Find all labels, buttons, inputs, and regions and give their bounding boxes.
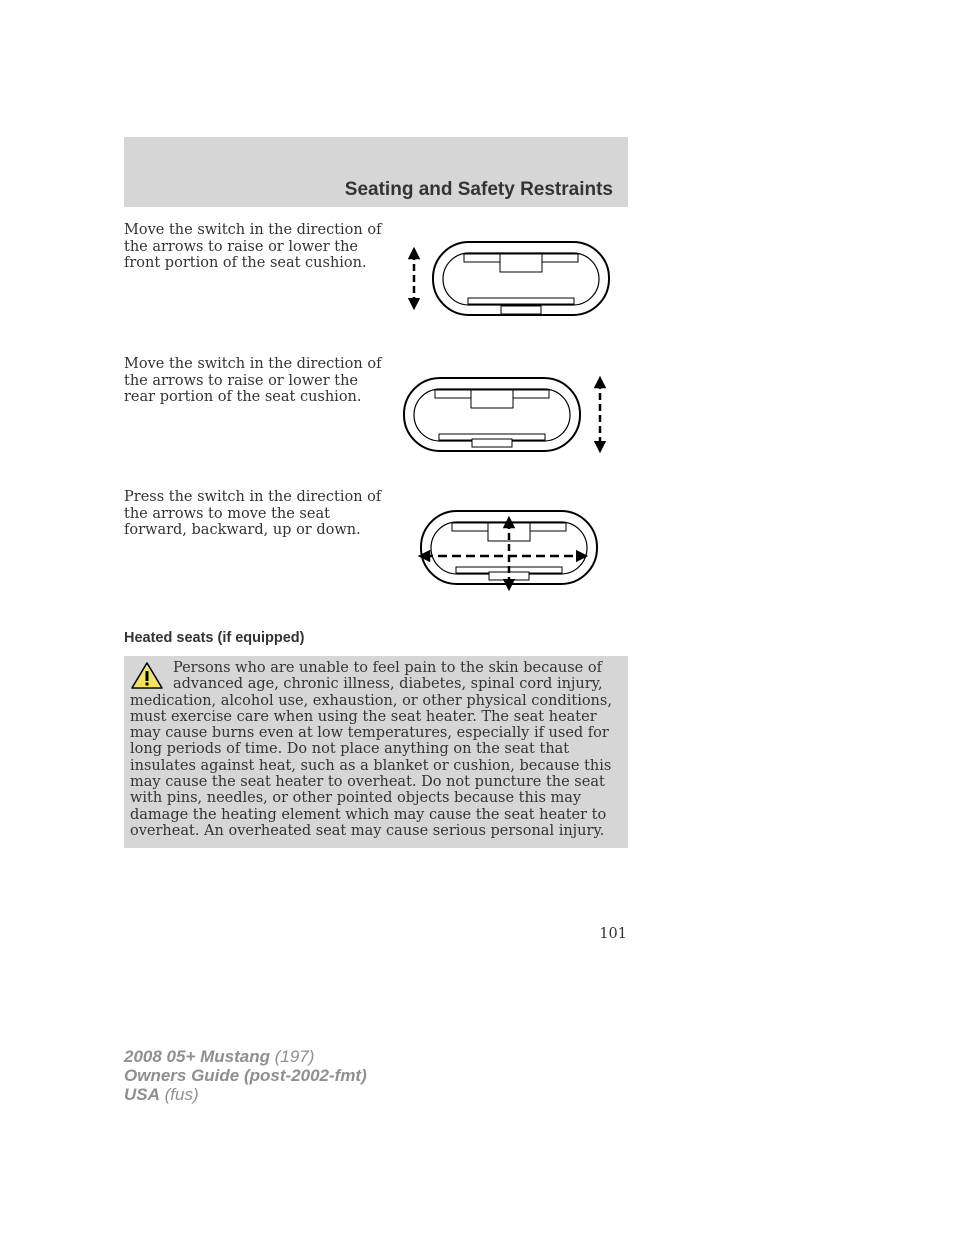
footer-model-code: (197) [270, 1047, 315, 1066]
front-tilt-instruction: Move the switch in the direction of the arrows to raise or lower the front portion of the seat cushion. [124, 222, 382, 272]
document-footer [124, 1047, 367, 1104]
rear-tilt-instruction: Move the switch in the direction of the arrows to raise or lower the rear portion of the seat cushion. [124, 356, 382, 406]
seat-switch-front-tilt-figure [400, 236, 615, 320]
warning-text: Persons who are unable to feel pain to the skin because of advanced age, chronic illness, diabetes, spinal cord injury, medication, alcohol use, exhaustion, or other physical conditions, must exercise care when using the seat heater. The seat heater may cause burns even at low temperatures, especially if used for long periods of time. Do not place anything on the seat that insulates against heat, such as a blanket or cushion, because this may cause the seat heater to overheat. Do not puncture the seat with pins, needles, or other pointed objects because this may damage the heating element which may cause the seat heater to overheat. An overheated seat may cause serious personal injury. [130, 660, 612, 839]
footer-model: 2008 05+ Mustang [124, 1047, 270, 1066]
footer-line-2 [124, 1066, 367, 1085]
four-way-instruction: Press the switch in the direction of the arrows to move the seat forward, backward, up or down. [124, 489, 382, 539]
heated-seats-heading: Heated seats (if equipped) [124, 630, 305, 646]
seat-switch-four-way-figure [410, 508, 610, 592]
page-number: 101 [599, 926, 627, 942]
section-header-band [124, 137, 628, 207]
warning-box [124, 656, 628, 848]
footer-guide: Owners Guide (post-2002-fmt) [124, 1066, 367, 1085]
seat-switch-rear-tilt-figure [400, 372, 615, 456]
footer-line-3 [124, 1085, 367, 1104]
footer-market-code: (fus) [159, 1085, 199, 1104]
footer-market: USA [124, 1085, 160, 1104]
section-title: Seating and Safety Restraints [344, 179, 613, 200]
footer-line-1 [124, 1047, 367, 1066]
